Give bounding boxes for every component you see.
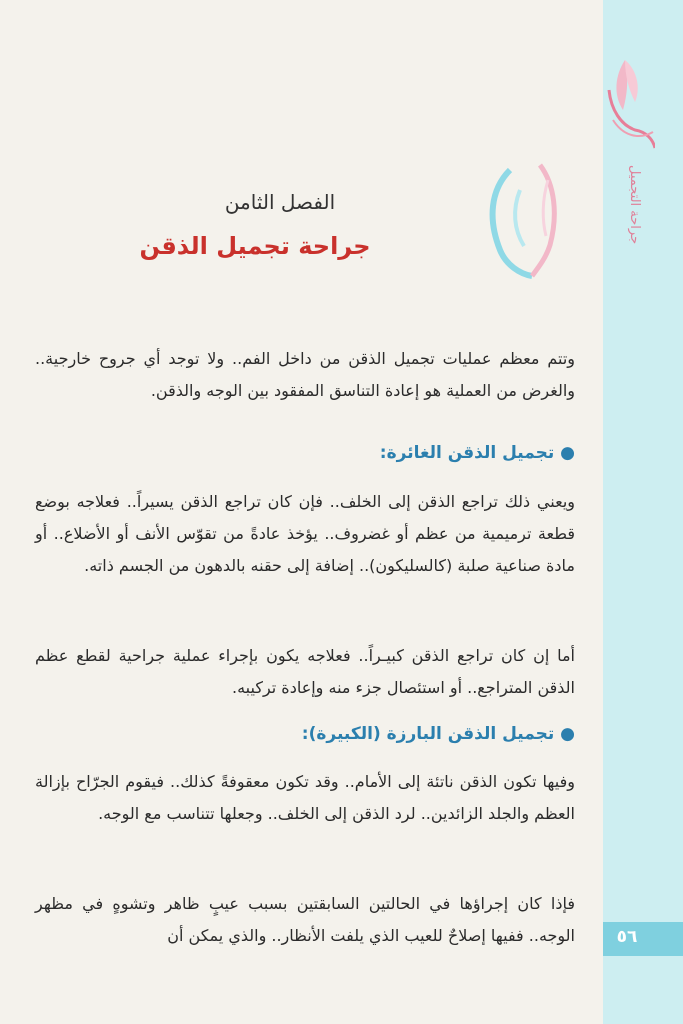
page-number: ٥٦ bbox=[616, 927, 638, 947]
paragraph: أما إن كان تراجع الذقن كبيـراً.. فعلاجه يكون بإجراء عملية جراحية لقطع عظم الذقن المتراجع.. أو استئصال جزء منه وإعادة تركيبه. bbox=[35, 646, 575, 697]
paragraph: ويعني ذلك تراجع الذقن إلى الخلف.. فإن كان تراجع الذقن يسيراً.. فعلاجه بوضع قطعة ترميمية من عظم أو غضروف.. يؤخذ عادةً من تقوّس الأنف أو الأضلاع.. أو مادة صناعية صلبة (كالسليكون).. إضافة إلى حقنه بالدهون من الجسم ذاته. bbox=[35, 492, 575, 575]
page-title: جراحة تجميل الذقن bbox=[139, 232, 371, 260]
flower-figure-icon bbox=[480, 150, 570, 280]
bullet-icon: ● bbox=[560, 443, 575, 463]
section-heading-text: تجميل الذقن الغائرة: bbox=[379, 443, 555, 463]
bullet-icon: ● bbox=[560, 724, 575, 744]
section-heading bbox=[220, 443, 575, 463]
paragraph: وفيها تكون الذقن ناتئة إلى الأمام.. وقد تكون معقوفةً كذلك.. فيقوم الجرّاح بإزالة العظم والجلد الزائدين.. لرد الذقن إلى الخلف.. وجعلها تتناسب مع الوجه. bbox=[35, 772, 575, 823]
flower-logo-icon bbox=[595, 40, 655, 150]
section-heading bbox=[220, 724, 575, 744]
sidebar-section-label: جراحة التجميل bbox=[627, 165, 642, 245]
intro-paragraph: وتتم معظم عمليات تجميل الذقن من داخل الفم.. ولا توجد أي جروح خارجية.. والغرض من العملية هو إعادة التناسق المفقود بين الوجه والذقن. bbox=[35, 349, 575, 400]
section-heading-text: تجميل الذقن البارزة (الكبيرة): bbox=[301, 724, 555, 744]
paragraph: فإذا كان إجراؤها في الحالتين السابقتين بسبب عيبٍ ظاهر وتشوهٍ في مظهر الوجه.. ففيها إصلاحٌ للعيب الذي يلفت الأنظار.. والذي يمكن أن bbox=[35, 894, 575, 945]
chapter-label: الفصل الثامن bbox=[224, 190, 336, 214]
